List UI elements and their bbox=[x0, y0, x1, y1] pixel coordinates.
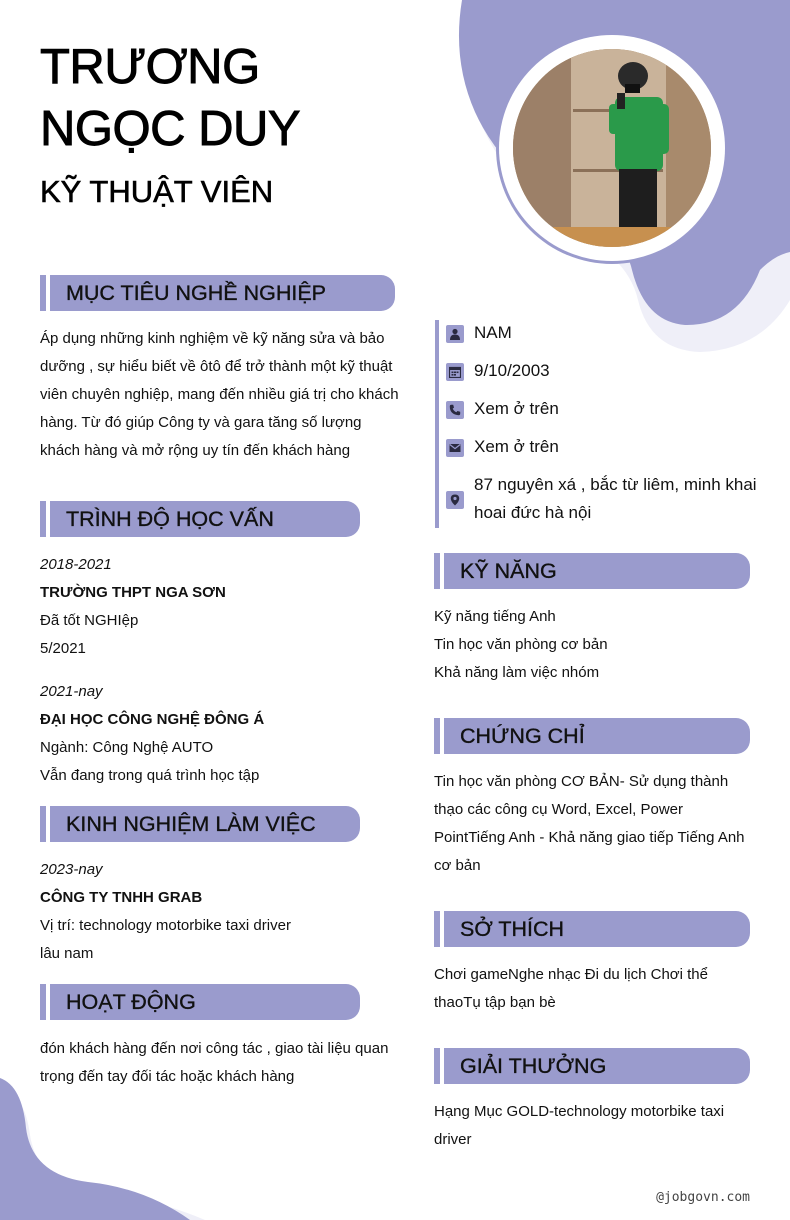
education-detail: Đã tốt NGHIệp bbox=[40, 612, 139, 629]
section-education-header bbox=[40, 501, 360, 537]
phone-icon bbox=[446, 401, 464, 419]
certificates-text: Tin học văn phòng CƠ BẢN- Sử dụng thành thạo các công cụ Word, Excel, Power PointTiếng Anh - Khả năng giao tiếp Tiếng Anh cơ bản bbox=[434, 773, 745, 874]
education-detail: 5/2021 bbox=[40, 640, 86, 657]
skill-item: Kỹ năng tiếng Anh bbox=[434, 608, 556, 625]
experience-period: 2023-nay bbox=[40, 861, 103, 878]
job-title: KỸ THUẬT VIÊN bbox=[40, 174, 274, 209]
section-objective-header bbox=[40, 275, 395, 311]
section-activities-header bbox=[40, 984, 360, 1020]
contact-accent-bar bbox=[435, 320, 439, 528]
objective-text: Áp dụng những kinh nghiệm về kỹ năng sửa và bảo dưỡng , sự hiểu biết về ôtô để trở thành một kỹ thuật viên chuyên nghiệp, mang đến nhiều giá trị cho khách hàng. Từ đó giúp Công ty và gara tăng số lượng khách hàng và mở rộng uy tín đến khách hàng bbox=[40, 330, 399, 459]
section-certificates-header bbox=[434, 718, 750, 754]
candidate-name bbox=[40, 36, 420, 160]
avatar bbox=[513, 49, 711, 247]
section-awards-header bbox=[434, 1048, 750, 1084]
contact-phone: Xem ở trên bbox=[474, 399, 559, 418]
section-certificates-title: CHỨNG CHỈ bbox=[460, 724, 585, 748]
contact-gender: NAM bbox=[474, 323, 512, 342]
awards-text: Hạng Mục GOLD-technology motorbike taxi driver bbox=[434, 1103, 725, 1148]
name-line-1: TRƯƠNG bbox=[40, 40, 260, 94]
skill-item: Tin học văn phòng cơ bản bbox=[434, 636, 608, 653]
email-icon bbox=[446, 439, 464, 457]
education-period: 2021-nay bbox=[40, 683, 103, 700]
footer-brand: @jobgovn.com bbox=[656, 1190, 750, 1205]
education-school: TRƯỜNG THPT NGA SƠN bbox=[40, 584, 226, 601]
contact-birthdate: 9/10/2003 bbox=[474, 361, 550, 380]
avatar-photo bbox=[513, 49, 711, 247]
section-hobbies-title: SỞ THÍCH bbox=[460, 917, 565, 941]
section-experience-title: KINH NGHIỆM LÀM VIỆC bbox=[66, 812, 316, 836]
education-school: ĐẠI HỌC CÔNG NGHỆ ĐÔNG Á bbox=[40, 711, 265, 728]
section-activities-title: HOẠT ĐỘNG bbox=[66, 990, 196, 1014]
section-experience-header bbox=[40, 806, 360, 842]
section-education-title: TRÌNH ĐỘ HỌC VẤN bbox=[66, 507, 274, 531]
section-skills-header bbox=[434, 553, 750, 589]
section-objective-title: MỤC TIÊU NGHỀ NGHIỆP bbox=[66, 281, 327, 305]
calendar-icon bbox=[446, 363, 464, 381]
person-icon bbox=[446, 325, 464, 343]
section-awards-title: GIẢI THƯỞNG bbox=[460, 1054, 607, 1078]
contact-email: Xem ở trên bbox=[474, 437, 559, 456]
location-icon bbox=[446, 491, 464, 509]
education-period: 2018-2021 bbox=[40, 556, 112, 573]
name-line-2: NGỌC DUY bbox=[40, 102, 301, 156]
education-detail: Vẫn đang trong quá trình học tập bbox=[40, 767, 260, 784]
experience-detail: lâu nam bbox=[40, 945, 94, 962]
section-skills-title: KỸ NĂNG bbox=[460, 559, 557, 583]
education-detail: Ngành: Công Nghệ AUTO bbox=[40, 739, 214, 756]
section-hobbies-header bbox=[434, 911, 750, 947]
experience-detail: Vị trí: technology motorbike taxi driver bbox=[40, 917, 291, 934]
experience-company: CÔNG TY TNHH GRAB bbox=[40, 889, 203, 906]
hobbies-text: Chơi gameNghe nhạc Đi du lịch Chơi thể thaoTụ tập bạn bè bbox=[434, 966, 708, 1011]
contact-address: 87 nguyên xá , bắc từ liêm, minh khai hoai đức hà nội bbox=[474, 475, 757, 522]
skill-item: Khả năng làm việc nhóm bbox=[434, 664, 600, 681]
activities-text: đón khách hàng đến nơi công tác , giao tài liệu quan trọng đến tay đối tác hoặc khách hàng bbox=[40, 1040, 389, 1085]
